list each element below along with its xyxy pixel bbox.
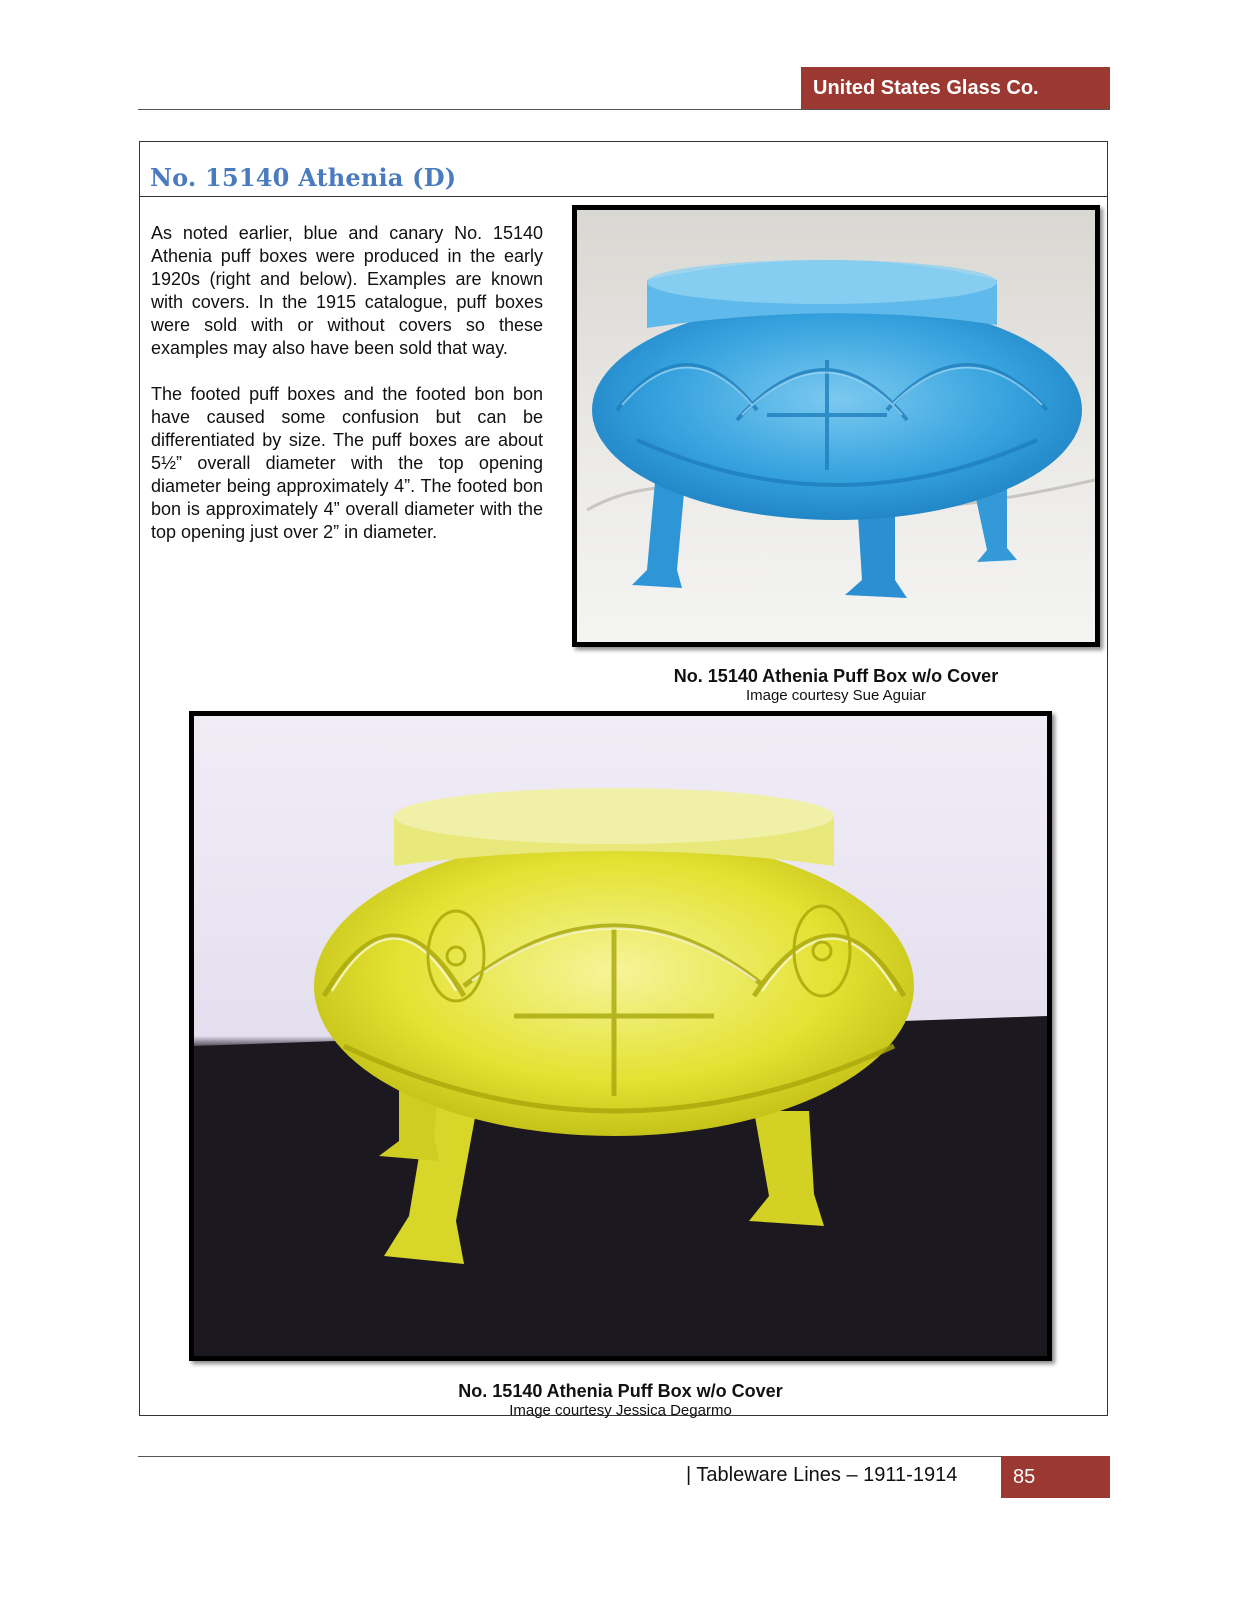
running-title: | Tableware Lines – 1911-1914 xyxy=(686,1464,958,1486)
footer-rule xyxy=(138,1456,1110,1457)
caption-title: No. 15140 Athenia Puff Box w/o Cover xyxy=(458,1381,783,1401)
paragraph-2: The footed puff boxes and the footed bon bon have caused some confusion but can be differentiated by size. The puff boxes are about 5½” overall diameter with the top opening diameter being approximately 4”. The footed bon bon is approximately 4” overall diameter with the top opening just over 2” in diameter. xyxy=(151,384,543,542)
yellow-puff-box-photo xyxy=(189,711,1052,1361)
section-header-tab: United States Glass Co. xyxy=(801,67,1110,110)
article-title: No. 15140 Athenia (D) xyxy=(150,163,457,192)
header-rule xyxy=(138,109,1110,110)
title-rule xyxy=(139,196,1108,197)
yellow-photo-caption xyxy=(189,1380,1052,1420)
article-body xyxy=(151,222,543,567)
blue-puff-box-photo xyxy=(572,205,1100,647)
caption-credit: Image courtesy Jessica Degarmo xyxy=(509,1402,732,1419)
caption-title: No. 15140 Athenia Puff Box w/o Cover xyxy=(673,666,999,686)
caption-credit: Image courtesy Sue Aguiar xyxy=(745,687,927,704)
blue-photo-caption xyxy=(572,665,1100,705)
paragraph-1: As noted earlier, blue and canary No. 15140 Athenia puff boxes were produced in the early 1920s (right and below). Examples are known with covers. In the 1915 catalogue, puff boxes were sold with or without covers so these examples may also have been sold that way. xyxy=(151,223,543,358)
page-number: 85 xyxy=(1001,1456,1110,1498)
